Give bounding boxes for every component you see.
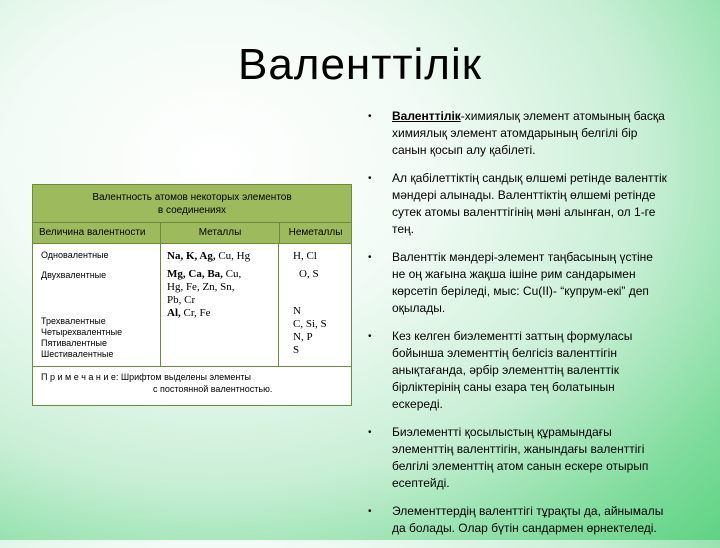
metals-row2: Mg, Ca, Ba, Cu, [167,268,242,280]
metals-column [161,244,279,366]
bullet-dot-icon: • [368,111,372,122]
nonmetals-column [279,244,351,366]
bullet-dot-icon: • [368,252,372,263]
nonmetals-row2: O, S [299,268,319,280]
valence-1: Одновалентные [41,250,109,260]
valence-3: Трехвалентные [41,316,106,326]
bullet-dot-icon: • [368,427,372,438]
bullet-item [368,424,668,492]
bullet-text: Кез келген биэлементті заттың формуласы бойынша элементтің белгісіз валенттігін анықтағанда, әрбір элементтің валенттік бірліктерінің саны езара тең болатынын ескереді. [392,329,633,411]
bullet-item [368,249,668,317]
table-note-line1: П р и м е ч а н и е: Шрифтом выделены элементы [41,372,251,382]
valence-4: Четырехвалентные [41,327,123,337]
table-note-line2: с постоянной валентностью. [153,384,273,394]
valence-5: Пятивалентные [41,338,107,348]
valence-table-image [32,184,352,406]
bullet-text: Ал қабілеттіктің сандық өлшемі ретінде валенттік мәндері алынады. Валенттіктің өлшемі ретінде сутек атомы валенттігінің мәні алынған, ол 1-ге тең. [392,171,667,236]
table-title-line2: в соединениях [157,205,227,216]
bullet-dot-icon: • [368,506,372,517]
metals-row3: Al, Cr, Fe [167,307,211,319]
slide-title: Валенттілік [237,40,483,89]
column-header-metals: Металлы [161,223,280,243]
bullet-item [368,503,668,537]
nonmetals-row1: H, Cl [293,250,317,262]
bullet-item [368,108,668,159]
bullet-text: Биэлементті қосылыстың құрамындағы элементтің валенттігін, жанындағы валенттігі белгілі элементтің атом санын ескере отырып есептейді. [392,425,649,490]
table-title-line1: Валентность атомов некоторых элементов [92,192,292,203]
bullet-text: Валенттік мәндері-элемент таңбасының үстіне не оң жағына жақша ішіне рим сандарымен көрсетіп беріледі, мыс: Cu(II)- “купрум-екі” деп оқылады. [392,250,653,315]
nonmetals-row3: N [293,305,301,317]
term-valence: Валенттілік [392,109,461,123]
bullet-list [368,108,668,548]
table-header [33,185,351,223]
nonmetals-row4: C, Si, S [293,318,327,330]
column-header-valence: Величина валентности [33,223,161,243]
metals-row2-line3: Pb, Cr [167,294,196,306]
nonmetals-row6: S [293,344,300,356]
table-column-headers [33,223,351,244]
valence-2: Двухвалентные [41,270,107,280]
valence-6: Шестивалентные [41,349,114,359]
bullet-item [368,170,668,238]
metals-row2-line2: Hg, Fe, Zn, Sn, [167,281,235,293]
metals-row1: Na, K, Ag, Cu, Hg [167,250,251,262]
bullet-dot-icon: • [368,331,372,342]
bullet-text: Элементтердің валенттігі тұрақты да, айнымалы да болады. Олар бүтін сандармен өрнектеледі. [392,504,664,535]
bullet-item [368,328,668,413]
valence-column [33,244,161,366]
bullet-text: -химиялық элемент атомының басқа химиялық элемент атомдарының белгілі бір санын қосып алу қабілеті. [392,109,665,157]
bullet-dot-icon: • [368,173,372,184]
column-header-nonmetals: Неметаллы [288,227,343,238]
table-note [33,366,351,404]
nonmetals-row5: N, P [293,331,313,343]
table-body [33,244,351,366]
